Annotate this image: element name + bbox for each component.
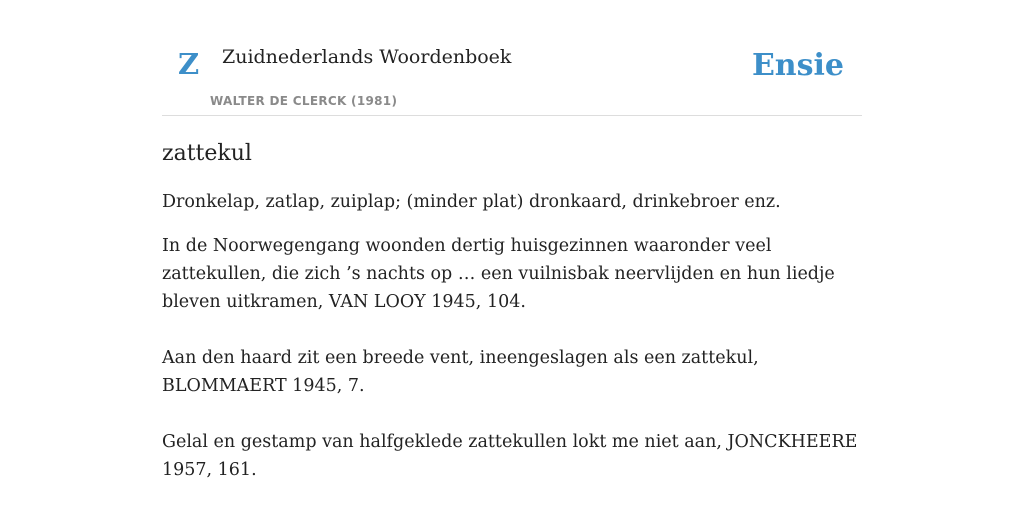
dictionary-logo-letter[interactable]: Z: [178, 47, 200, 81]
entry-quote: In de Noorwegengang woonden dertig huisgezinnen waaronder veel zattekullen, die zich ’s nachts op … een vuilnisbak neervlijden en hun liedje bleven uitkramen, VAN LOOY 1945, 104.: [162, 236, 835, 312]
dictionary-header: [162, 0, 862, 116]
dictionary-title[interactable]: Zuidnederlands Woordenboek: [222, 46, 512, 68]
entry-definition: Dronkelap, zatlap, zuiplap; (minder plat) dronkaard, drinkebroer enz.: [162, 192, 781, 212]
ensie-brand-logo[interactable]: Ensie: [751, 48, 844, 83]
page: [162, 0, 862, 512]
entry-headword: zattekul: [162, 141, 252, 166]
entry-quote: Aan den haard zit een breede vent, ineengeslagen als een zattekul, BLOMMAERT 1945, 7.: [162, 348, 759, 396]
entry-quote: Gelal en gestamp van halfgeklede zattekullen lokt me niet aan, JONCKHEERE 1957, 161.: [162, 432, 858, 480]
entry-content: [162, 138, 862, 484]
dictionary-author: WALTER DE CLERCK (1981): [210, 94, 398, 108]
